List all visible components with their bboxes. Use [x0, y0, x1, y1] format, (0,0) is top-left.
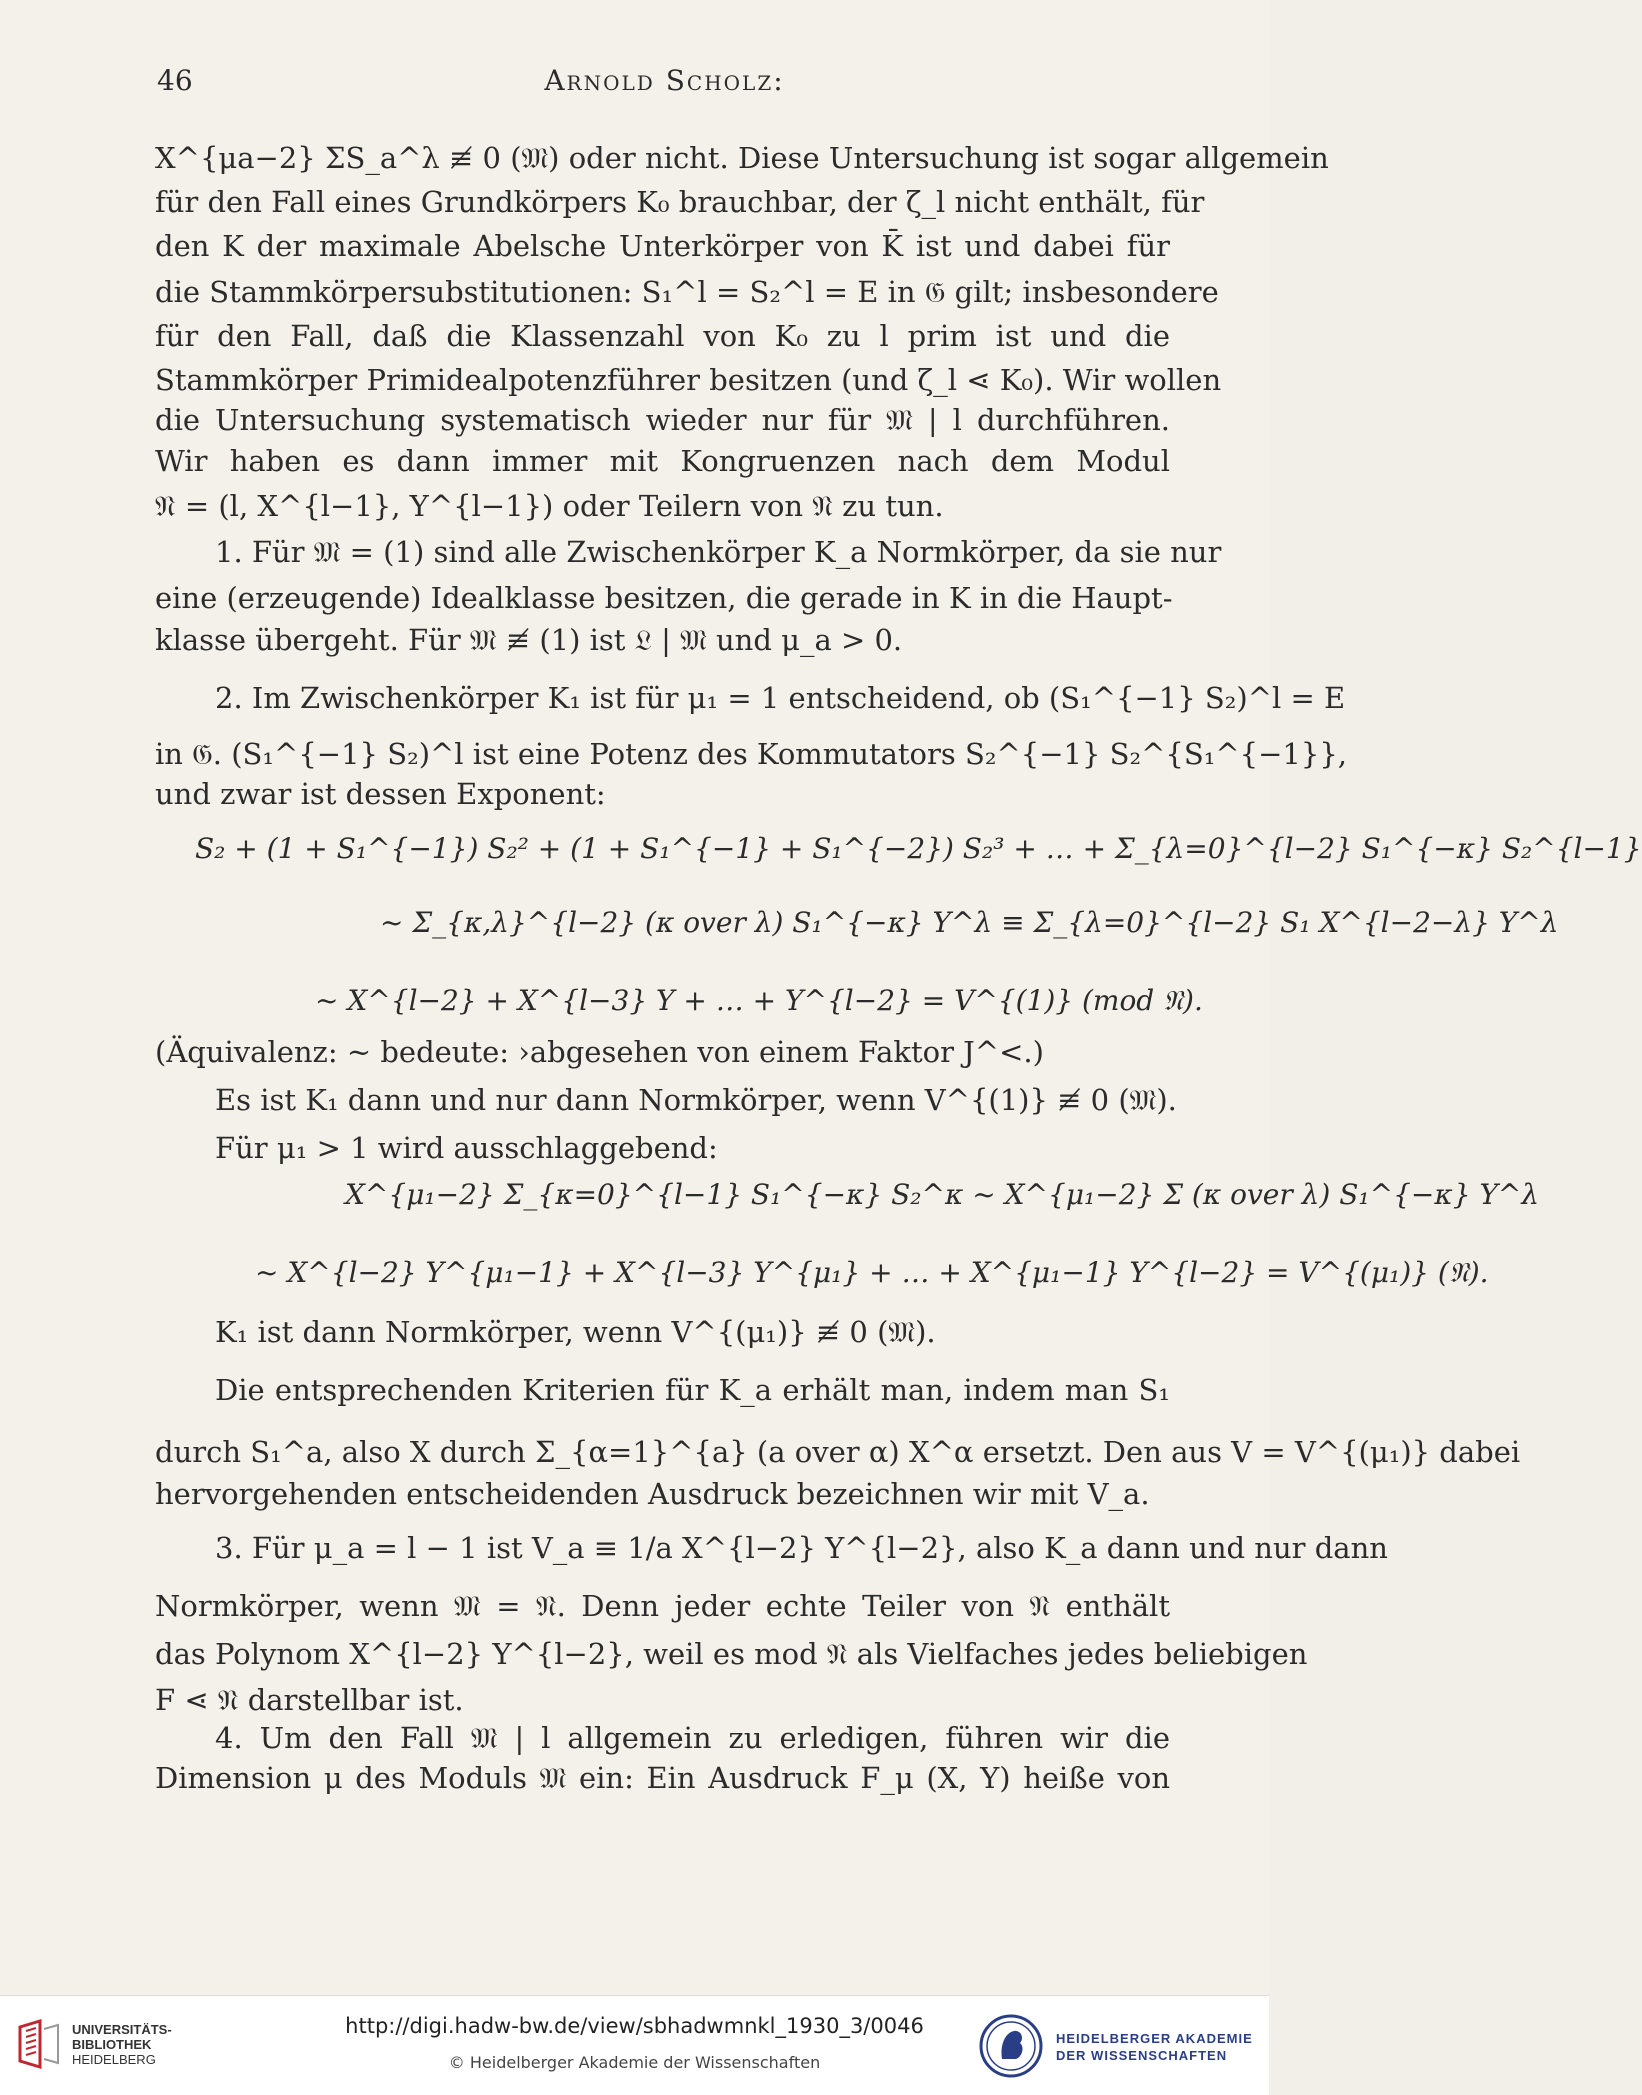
text-line: Wir haben es dann immer mit Kongruenzen nach dem Modul [155, 444, 1170, 478]
text-line: das Polynom X^{l−2} Y^{l−2}, weil es mod 𝔑 als Vielfaches jedes beliebigen [155, 1637, 1308, 1671]
academy-line: HEIDELBERGER AKADEMIE [1056, 2031, 1253, 2046]
text-line: F ⋖ 𝔑 darstellbar ist. [155, 1683, 464, 1717]
academy-line: DER WISSENSCHAFTEN [1056, 2048, 1228, 2063]
text-line: und zwar ist dessen Exponent: [155, 777, 606, 811]
text-line: Dimension μ des Moduls 𝔐 ein: Ein Ausdruck F_μ (X, Y) heiße von [155, 1761, 1170, 1795]
university-line: HEIDELBERG [72, 2052, 156, 2067]
text-line: den K der maximale Abelsche Unterkörper von K̄ ist und dabei für [155, 229, 1170, 263]
text-line: durch S₁^a, also X durch Σ_{α=1}^{a} (a over α) X^α ersetzt. Den aus V = V^{(μ₁)} dabei [155, 1435, 1521, 1469]
page-number: 46 [157, 64, 193, 97]
display-formula: S₂ + (1 + S₁^{−1}) S₂² + (1 + S₁^{−1} + S₁^{−2}) S₂³ + … + Σ_{λ=0}^{l−2} S₁^{−κ} S₂^{l−1} [195, 832, 1642, 865]
display-formula: ~ X^{l−2} Y^{μ₁−1} + X^{l−3} Y^{μ₁} + … + X^{μ₁−1} Y^{l−2} = V^{(μ₁)} (𝔑). [255, 1256, 1489, 1289]
text-line: 1. Für 𝔐 = (1) sind alle Zwischenkörper K_a Normkörper, da sie nur [215, 535, 1222, 569]
text-line: K₁ ist dann Normkörper, wenn V^{(μ₁)} ≢ 0 (𝔐). [215, 1315, 936, 1349]
text-line: hervorgehenden entscheidenden Ausdruck bezeichnen wir mit V_a. [155, 1477, 1150, 1511]
running-title: Arnold Scholz: [544, 64, 785, 97]
text-line: in 𝔊. (S₁^{−1} S₂)^l ist eine Potenz des Kommutators S₂^{−1} S₂^{S₁^{−1}}, [155, 737, 1347, 771]
viewer-footer [0, 1995, 1269, 2095]
text-line: Normkörper, wenn 𝔐 = 𝔑. Denn jeder echte Teiler von 𝔑 enthält [155, 1589, 1170, 1623]
academy-seal-icon [978, 2013, 1044, 2079]
text-line: 𝔑 = (l, X^{l−1}, Y^{l−1}) oder Teilern von 𝔑 zu tun. [155, 489, 944, 523]
text-line: (Äquivalenz: ~ bedeute: ›abgesehen von einem Faktor J^<.) [155, 1035, 1044, 1069]
text-line: X^{μa−2} ΣS_a^λ ≢ 0 (𝔐) oder nicht. Diese Untersuchung ist sogar allgemein [155, 141, 1329, 175]
running-head [155, 64, 1174, 104]
display-formula: X^{μ₁−2} Σ_{κ=0}^{l−1} S₁^{−κ} S₂^κ ~ X^{μ₁−2} Σ (κ over λ) S₁^{−κ} Y^λ [345, 1178, 1540, 1211]
text-line: für den Fall, daß die Klassenzahl von K₀ zu l prim ist und die [155, 319, 1170, 353]
text-line: 2. Im Zwischenkörper K₁ ist für μ₁ = 1 entscheidend, ob (S₁^{−1} S₂)^l = E [215, 681, 1346, 715]
text-line: die Untersuchung systematisch wieder nur für 𝔐 | l durchführen. [155, 403, 1170, 437]
university-line: BIBLIOTHEK [72, 2037, 152, 2052]
text-line: 4. Um den Fall 𝔐 | l allgemein zu erledigen, führen wir die [215, 1721, 1170, 1755]
text-line: eine (erzeugende) Idealklasse besitzen, die gerade in K in die Haupt- [155, 581, 1173, 615]
text-line: Die entsprechenden Kriterien für K_a erhält man, indem man S₁ [215, 1373, 1170, 1407]
text-line: Für μ₁ > 1 wird ausschlaggebend: [215, 1131, 718, 1165]
permalink[interactable]: http://digi.hadw-bw.de/view/sbhadwmnkl_1930_3/0046 [345, 2014, 924, 2038]
university-line: UNIVERSITÄTS- [72, 2022, 172, 2037]
text-line: für den Fall eines Grundkörpers K₀ brauchbar, der ζ_l nicht enthält, für [155, 185, 1205, 219]
text-line: Es ist K₁ dann und nur dann Normkörper, wenn V^{(1)} ≢ 0 (𝔐). [215, 1083, 1177, 1117]
academy-name [1056, 2030, 1253, 2064]
copyright-notice: © Heidelberger Akademie der Wissenschaften [448, 2053, 821, 2072]
display-formula: ~ X^{l−2} + X^{l−3} Y + … + Y^{l−2} = V^{(1)} (mod 𝔑). [315, 984, 1203, 1017]
text-line: 3. Für μ_a = l − 1 ist V_a ≡ 1/a X^{l−2} Y^{l−2}, also K_a dann und nur dann [215, 1531, 1388, 1565]
text-line: Stammkörper Primidealpotenzführer besitzen (und ζ_l ⋖ K₀). Wir wollen [155, 363, 1222, 397]
text-line: klasse übergeht. Für 𝔐 ≢ (1) ist 𝔏 | 𝔐 und μ_a > 0. [155, 623, 903, 657]
display-formula: ~ Σ_{κ,λ}^{l−2} (κ over λ) S₁^{−κ} Y^λ ≡ Σ_{λ=0}^{l−2} S₁ X^{l−2−λ} Y^λ [380, 906, 1559, 939]
text-line: die Stammkörpersubstitutionen: S₁^l = S₂^l = E in 𝔊 gilt; insbesondere [155, 275, 1219, 309]
